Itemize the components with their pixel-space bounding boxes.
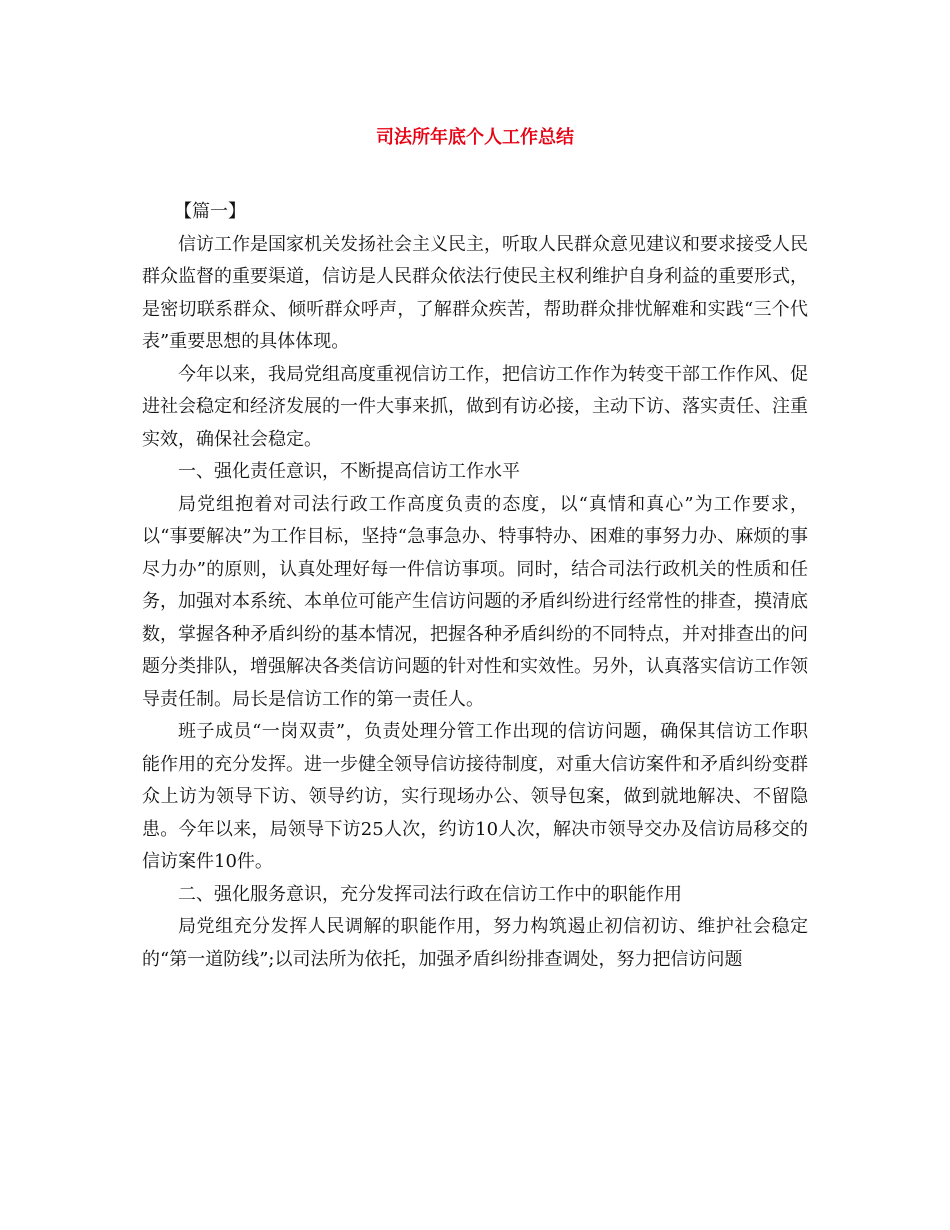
heading-service: 二、强化服务意识，充分发挥司法行政在信访工作中的职能作用 bbox=[178, 883, 682, 905]
section-label: 【篇一】 bbox=[174, 201, 246, 222]
paragraph-service: 局党组充分发挥人民调解的职能作用，努力构筑遏止初信初访、维护社会稳定的“第一道防线”;以司法所为依托，加强矛盾纠纷排查调处，努力把信访问题 bbox=[142, 916, 808, 970]
paragraph-responsibility: 局党组抱着对司法行政工作高度负责的态度，以“真情和真心”为工作要求，以“事要解决”为工作目标，坚持“急事急办、特事特办、困难的事努力办、麻烦的事尽力办”的原则，认真处理好每一件信访事项。同时，结合司法行政机关的性质和任务，加强对本系统、本单位可能产生信访问题的矛盾纠纷进行经常性的排查，摸清底数，掌握各种矛盾纠纷的基本情况，把握各种矛盾纠纷的不同特点，并对排查出的问题分类排队，增强解决各类信访问题的针对性和实效性。另外，认真落实信访工作领导责任制。局长是信访工作的第一责任人。 bbox=[142, 493, 808, 710]
document-body bbox=[142, 196, 808, 976]
heading-responsibility: 一、强化责任意识，不断提高信访工作水平 bbox=[178, 461, 520, 482]
paragraph-intro: 信访工作是国家机关发扬社会主义民主，听取人民群众意见建议和要求接受人民群众监督的重要渠道，信访是人民群众依法行使民主权利维护自身利益的重要形式，是密切联系群众、倾听群众呼声，了解群众疾苦，帮助群众排忧解难和实践“三个代表”重要思想的具体体现。 bbox=[142, 233, 808, 352]
paragraph-leadership: 班子成员“一岗双责”，负责处理分管工作出现的信访问题，确保其信访工作职能作用的充分发挥。进一步健全领导信访接待制度，对重大信访案件和矛盾纠纷变群众上访为领导下访、领导约访，实行现场办公、领导包案，做到就地解决、不留隐患。今年以来，局领导下访25人次，约访10人次，解决市领导交办及信访局移交的信访案件10件。 bbox=[142, 721, 808, 872]
document-title: 司法所年底个人工作总结 bbox=[376, 127, 574, 148]
paragraph-overview: 今年以来，我局党组高度重视信访工作，把信访工作作为转变干部工作作风、促进社会稳定和经济发展的一件大事来抓，做到有访必接，主动下访、落实责任、注重实效，确保社会稳定。 bbox=[142, 363, 808, 450]
